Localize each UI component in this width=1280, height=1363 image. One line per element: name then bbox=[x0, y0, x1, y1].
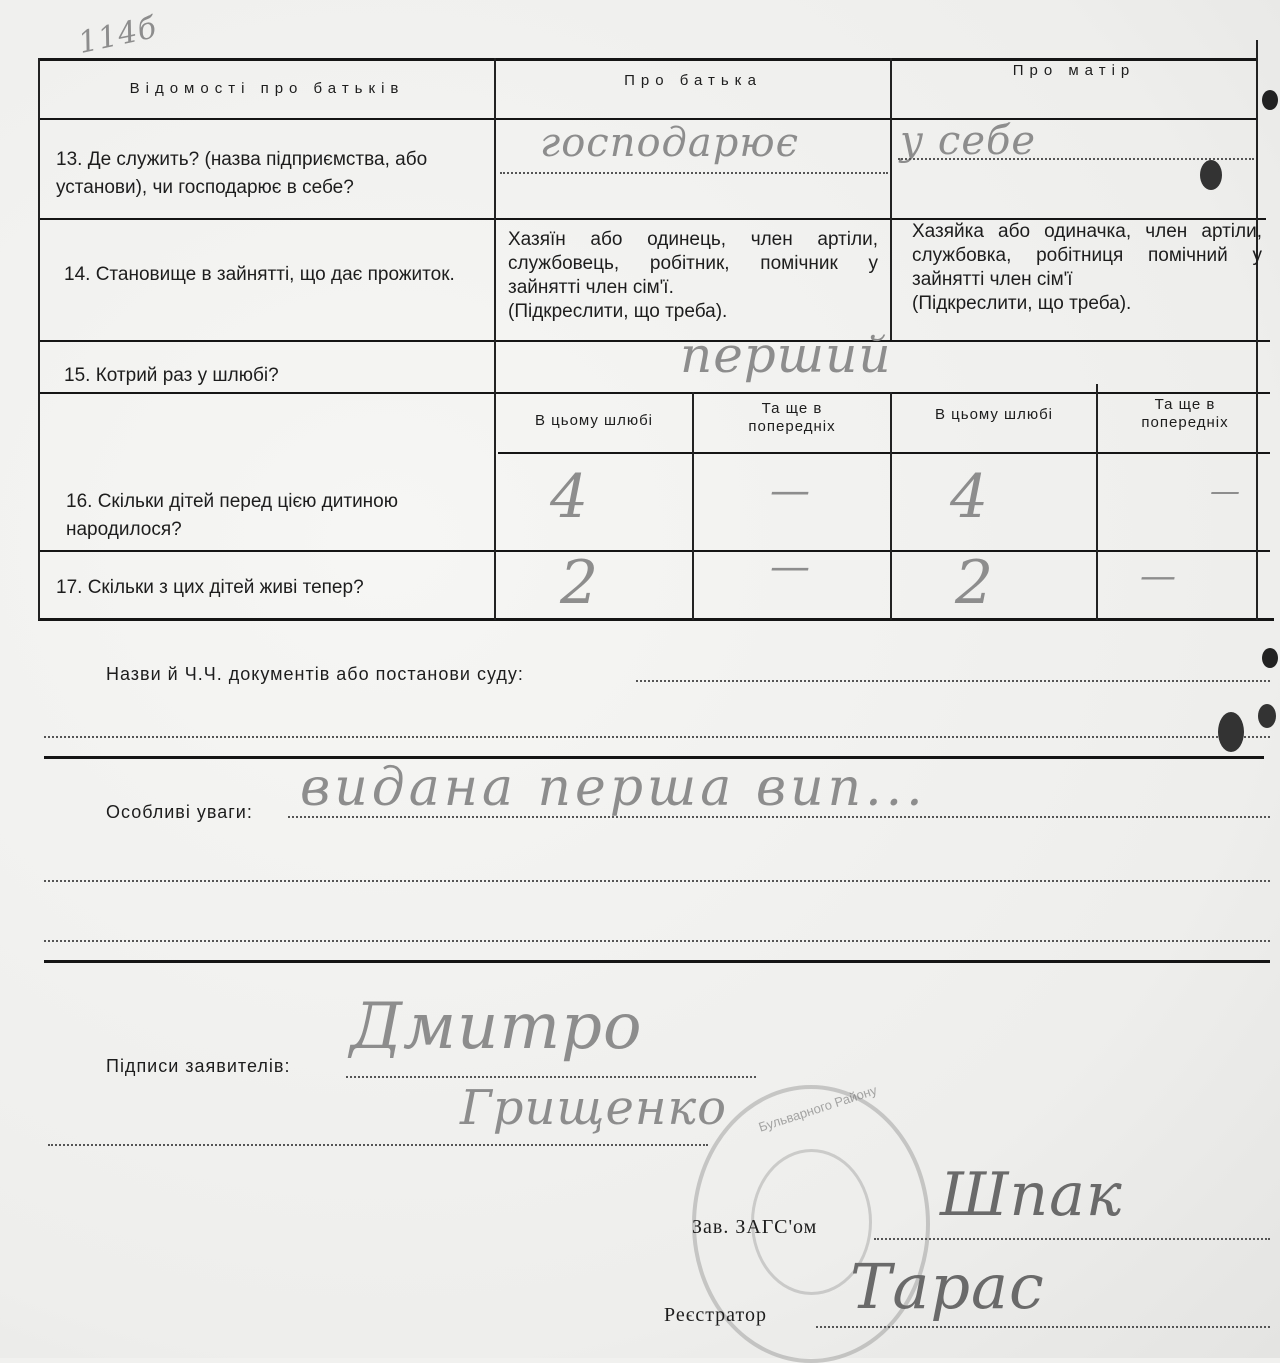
row-14-mother-options-text: Хазяйка або одиначка, член артіли, службовка, робітниця помічний у зайнятті член сім'ї bbox=[912, 221, 1262, 290]
row-14-father-options-text: Хазяїн або одинець, член артіли, службовець, робітник, помічник у зайнятті член сім'ї. bbox=[508, 229, 878, 298]
row-15-question bbox=[64, 362, 279, 390]
header-father-label: Про батька bbox=[624, 72, 762, 89]
section-divider-2 bbox=[44, 960, 1270, 963]
ink-blot bbox=[1258, 704, 1276, 728]
binding-hole-mark bbox=[1262, 648, 1278, 668]
column-divider-father-sub bbox=[692, 392, 694, 620]
row-16-text: Скільки дітей перед цією дитиною народилося? bbox=[66, 491, 398, 540]
applicant-signatures-label: Підписи заявителів: bbox=[106, 1056, 291, 1076]
row-17-father-this-value: 2 bbox=[560, 548, 600, 618]
registrar-signature: Тарас bbox=[850, 1250, 1045, 1323]
row-14-text: Становище в зайнятті, що дає прожиток. bbox=[95, 264, 455, 285]
ink-blot bbox=[1200, 160, 1222, 190]
zags-head-label: Зав. ЗАГС'ом bbox=[692, 1216, 818, 1238]
special-notes-line-3[interactable] bbox=[44, 940, 1270, 942]
row-17-question bbox=[56, 574, 364, 602]
row-15-answer: перший bbox=[680, 326, 892, 384]
row-17-text: Скільки з цих дітей живі тепер? bbox=[87, 577, 364, 598]
registrar-signature-line[interactable] bbox=[816, 1326, 1270, 1328]
row-16-father-prev-value: — bbox=[770, 468, 811, 514]
zags-head-signature-line[interactable] bbox=[874, 1238, 1270, 1240]
subheader-mother-previous: Та ще в попередніх bbox=[1141, 396, 1229, 431]
row-15-bottom-border bbox=[38, 392, 1270, 394]
row-17-father-prev-value: — bbox=[770, 544, 811, 590]
row-13-father-line bbox=[500, 172, 888, 174]
row-16-mother-this-value: 4 bbox=[950, 462, 990, 532]
row-14-number: 14. bbox=[64, 264, 91, 285]
row-14-father-note: (Підкреслити, що треба). bbox=[508, 301, 728, 322]
row-14-mother-options bbox=[912, 220, 1262, 316]
documents-field-line-2[interactable] bbox=[44, 736, 1270, 738]
special-notes-value: видана перша вип... bbox=[300, 758, 927, 818]
row-13-number: 13. bbox=[56, 149, 83, 170]
row-15-number: 15. bbox=[64, 365, 91, 386]
subheader-father-previous: Та ще в попередніх bbox=[748, 400, 836, 435]
ink-blot bbox=[1218, 712, 1244, 752]
header-info-label: Відомості про батьків bbox=[129, 80, 405, 97]
stamp-text: Бульварного Району bbox=[756, 1082, 879, 1135]
column-divider-2b bbox=[890, 392, 892, 620]
row-14-father-options bbox=[508, 228, 878, 324]
applicant-signature-2: Грищенко bbox=[460, 1080, 728, 1136]
row-16-mother-prev-value: — bbox=[1210, 474, 1241, 509]
row-16-question bbox=[66, 488, 484, 544]
row-13-mother-answer: у себе bbox=[900, 118, 1037, 164]
special-notes-line-1[interactable] bbox=[288, 816, 1270, 818]
row-17-number: 17. bbox=[56, 577, 83, 598]
binding-hole-mark bbox=[1262, 90, 1278, 110]
row-13-father-answer: господарює bbox=[540, 120, 799, 166]
row-14-question bbox=[64, 254, 474, 296]
row-13-mother-line bbox=[898, 158, 1254, 160]
column-divider-mother-sub bbox=[1096, 384, 1098, 620]
table-top-border bbox=[38, 58, 1256, 61]
applicant-signature-1: Дмитро bbox=[350, 990, 643, 1064]
zags-head-signature: Шпак bbox=[940, 1160, 1123, 1230]
table-left-border bbox=[38, 58, 40, 620]
table-bottom-border bbox=[38, 618, 1274, 621]
documents-field-line-1[interactable] bbox=[636, 680, 1270, 682]
special-notes-label: Особливі уваги: bbox=[106, 802, 253, 822]
handwritten-page-number: 114б bbox=[75, 10, 161, 61]
documents-label: Назви й Ч.Ч. документів або постанови суду: bbox=[106, 664, 524, 684]
row-15-text: Котрий раз у шлюбі? bbox=[95, 365, 279, 386]
row-13-question bbox=[56, 146, 492, 202]
row-16-number: 16. bbox=[66, 491, 93, 512]
row-16-father-this-value: 4 bbox=[550, 462, 590, 532]
registrar-label: Реєстратор bbox=[664, 1304, 768, 1326]
row-17-mother-prev-value: — bbox=[1140, 556, 1177, 597]
header-mother-label: Про матір bbox=[1012, 62, 1136, 79]
subheader-bottom-border bbox=[498, 452, 1270, 454]
special-notes-line-2[interactable] bbox=[44, 880, 1270, 882]
applicant-signature-line-1[interactable] bbox=[346, 1076, 756, 1078]
row-14-bottom-border bbox=[38, 340, 1270, 342]
row-14-mother-note: (Підкреслити, що треба). bbox=[912, 293, 1132, 314]
subheader-father-this-marriage: В цьому шлюбі bbox=[534, 412, 654, 429]
column-divider-2 bbox=[890, 58, 892, 340]
row-13-text: Де служить? (назва підприємства, або установи), чи господарює в себе? bbox=[56, 149, 428, 198]
column-divider-1 bbox=[494, 58, 496, 620]
applicant-signature-line-2[interactable] bbox=[48, 1144, 708, 1146]
subheader-mother-this-marriage: В цьому шлюбі bbox=[934, 406, 1054, 423]
table-right-border bbox=[1256, 40, 1258, 620]
row-17-mother-this-value: 2 bbox=[955, 548, 995, 618]
row-16-bottom-border bbox=[38, 550, 1270, 552]
